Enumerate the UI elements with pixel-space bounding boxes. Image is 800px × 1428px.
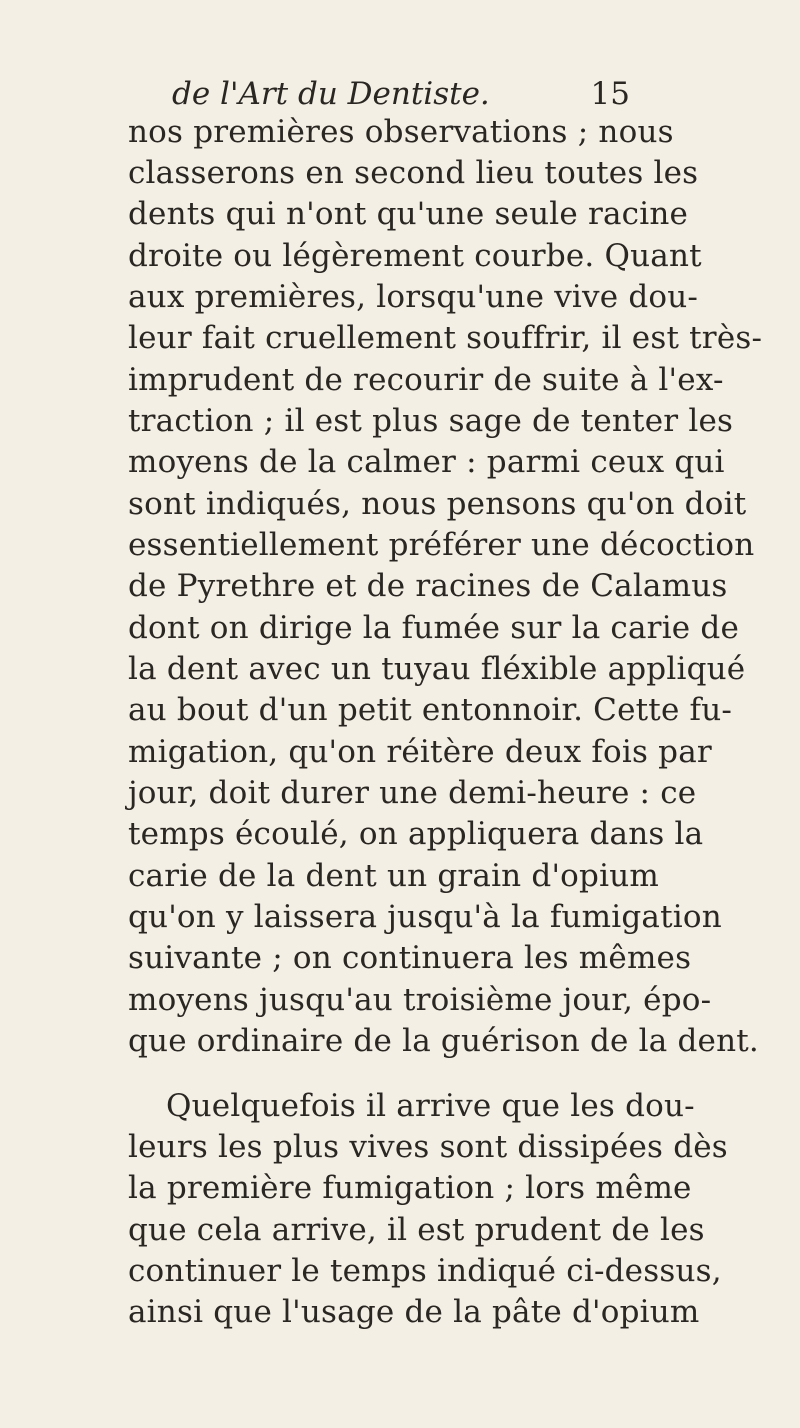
text-line: leur fait cruellement souffrir, il est très-: [128, 320, 763, 356]
text-line: droite ou légèrement courbe. Quant: [128, 238, 702, 274]
text-line: jour, doit durer une demi-heure : ce: [128, 775, 697, 811]
text-line: sont indiqués, nous pensons qu'on doit: [128, 486, 747, 522]
text-line: dents qui n'ont qu'une seule racine: [128, 196, 689, 232]
text-line: moyens de la calmer : parmi ceux qui: [128, 444, 725, 480]
text-line: que cela arrive, il est prudent de les: [128, 1212, 705, 1248]
text-line: au bout d'un petit entonnoir. Cette fu-: [128, 692, 733, 728]
page-number: 15: [590, 76, 630, 112]
text-line: suivante ; on continuera les mêmes: [128, 940, 692, 976]
text-line: aux premières, lorsqu'une vive dou-: [128, 279, 699, 315]
text-line: classerons en second lieu toutes les: [128, 155, 699, 191]
text-line: carie de la dent un grain d'opium: [128, 858, 659, 894]
text-line: leurs les plus vives sont dissipées dès: [128, 1129, 728, 1165]
text-line: imprudent de recourir de suite à l'ex-: [128, 362, 724, 398]
running-title: de l'Art du Dentiste.: [172, 76, 490, 112]
text-line: dont on dirige la fumée sur la carie de: [128, 610, 739, 646]
text-line: de Pyrethre et de racines de Calamus: [128, 568, 728, 604]
text-line: moyens jusqu'au troisième jour, épo-: [128, 982, 712, 1018]
text-line: ainsi que l'usage de la pâte d'opium: [128, 1294, 700, 1330]
text-line: la dent avec un tuyau fléxible appliqué: [128, 651, 746, 687]
text-line: continuer le temps indiqué ci-dessus,: [128, 1253, 722, 1289]
text-line: qu'on y laissera jusqu'à la fumigation: [128, 899, 722, 935]
text-line: Quelquefois il arrive que les dou-: [166, 1088, 695, 1124]
text-line: que ordinaire de la guérison de la dent.: [128, 1023, 759, 1059]
text-line: temps écoulé, on appliquera dans la: [128, 816, 704, 852]
running-header: [140, 74, 630, 114]
text-line: traction ; il est plus sage de tenter les: [128, 403, 734, 439]
text-line: essentiellement préférer une décoction: [128, 527, 755, 563]
text-line: migation, qu'on réitère deux fois par: [128, 734, 712, 770]
text-line: la première fumigation ; lors même: [128, 1170, 692, 1206]
text-line: nos premières observations ; nous: [128, 114, 674, 150]
